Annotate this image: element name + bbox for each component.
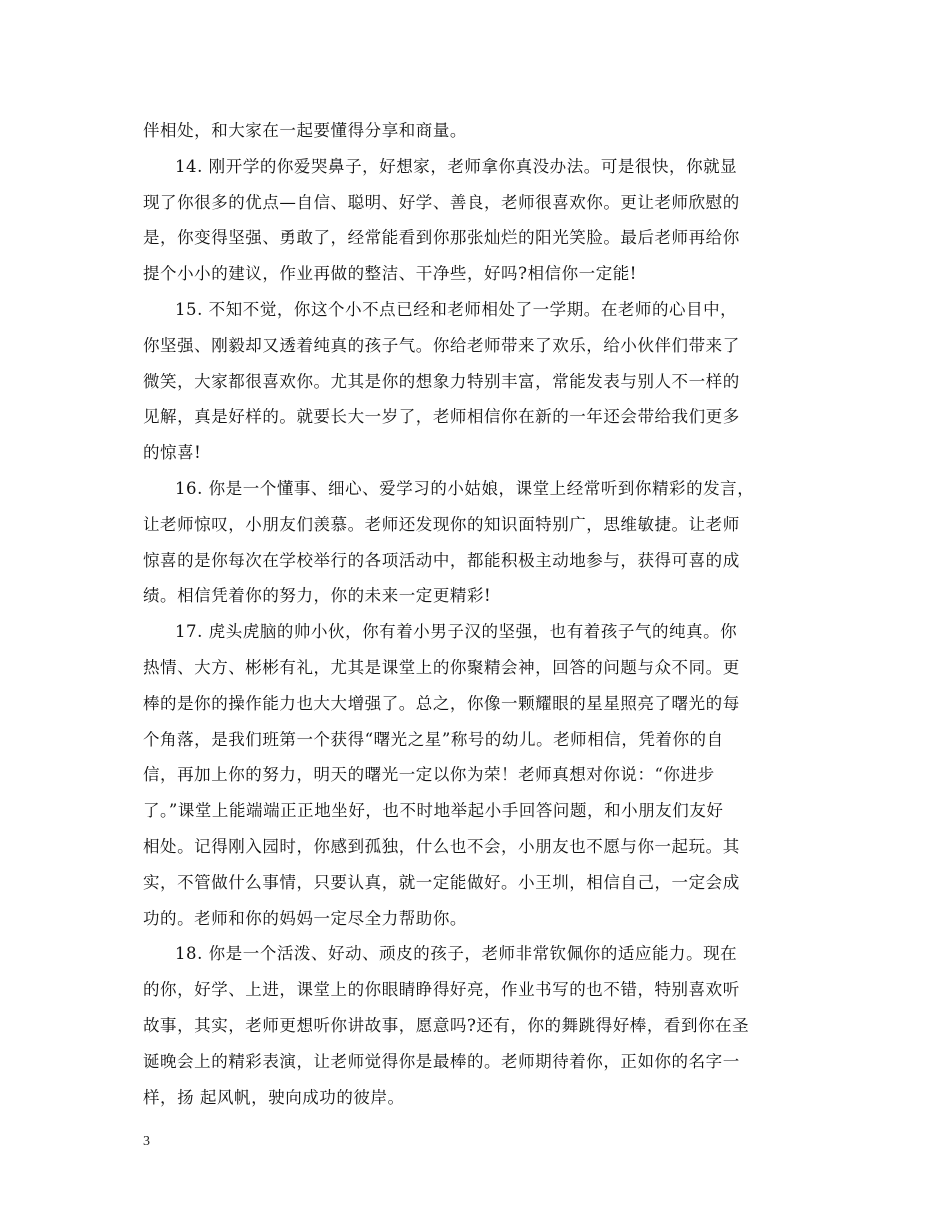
text-line: 绩。相信凭着你的努力，你的未来一定更精彩! xyxy=(143,586,492,606)
text-line: 热情、大方、彬彬有礼，尤其是课堂上的你聚精会神，回答的问题与众不同。更 xyxy=(143,657,740,677)
paragraph-17-line: 17. 虎头虎脑的帅小伙，你有着小男子汉的坚强，也有着孩子气的纯真。你 xyxy=(175,622,738,642)
text-line: 见解，真是好样的。就要长大一岁了，老师相信你在新的一年还会带给我们更多 xyxy=(143,407,740,427)
text-line: 让老师惊叹，小朋友们羡慕。老师还发现你的知识面特别广，思维敏捷。让老师 xyxy=(143,514,740,534)
text-line: 故事，其实，老师更想听你讲故事，愿意吗?还有，你的舞跳得好棒，看到你在圣 xyxy=(143,1015,750,1035)
paragraph-18-line: 18. 你是一个活泼、好动、顽皮的孩子，老师非常钦佩你的适应能力。现在 xyxy=(175,944,738,964)
text-line: 个角落，是我们班第一个获得“曙光之星”称号的幼儿。老师相信，凭着你的自 xyxy=(143,729,724,749)
text-line: 提个小小的建议，作业再做的整洁、干净些，好吗?相信你一定能! xyxy=(143,264,637,284)
text-line: 实，不管做什么事情，只要认真，就一定能做好。小王圳，相信自己，一定会成 xyxy=(143,872,740,892)
paragraph-16-line: 16. 你是一个懂事、细心、爱学习的小姑娘，课堂上经常听到你精彩的发言， xyxy=(175,478,755,498)
text-line: 相处。记得刚入园时，你感到孤独，什么也不会，小朋友也不愿与你一起玩。其 xyxy=(143,836,740,856)
text-line: 你坚强、刚毅却又透着纯真的孩子气。你给老师带来了欢乐，给小伙伴们带来了 xyxy=(143,335,740,355)
text-line: 棒的是你的操作能力也大大增强了。总之，你像一颗耀眼的星星照亮了曙光的每 xyxy=(143,693,740,713)
paragraph-15-line: 15. 不知不觉，你这个小不点已经和老师相处了一学期。在老师的心目中， xyxy=(175,299,738,319)
text-line: 是，你变得坚强、勇敢了，经常能看到你那张灿烂的阳光笑脸。最后老师再给你 xyxy=(143,228,740,248)
paragraph-14-line: 14. 刚开学的你爱哭鼻子，好想家，老师拿你真没办法。可是很快，你就显 xyxy=(175,156,738,176)
text-line: 惊喜的是你每次在学校举行的各项活动中，都能积极主动地参与，获得可喜的成 xyxy=(143,550,740,570)
text-line: 诞晚会上的精彩表演，让老师觉得你是最棒的。老师期待着你，正如你的名字一 xyxy=(143,1051,740,1071)
text-line: 微笑，大家都很喜欢你。尤其是你的想象力特别丰富，常能发表与别人不一样的 xyxy=(143,371,740,391)
text-line: 了。”课堂上能端端正正地坐好，也不时地举起小手回答问题，和小朋友们友好 xyxy=(143,801,724,821)
text-line: 样，扬 起风帆，驶向成功的彼岸。 xyxy=(143,1087,405,1107)
text-line: 的你，好学、上进，课堂上的你眼睛睁得好亮，作业书写的也不错，特别喜欢听 xyxy=(143,980,740,1000)
document-body xyxy=(143,113,823,1115)
page-number: 3 xyxy=(143,1134,150,1149)
text-line: 的惊喜! xyxy=(143,443,202,463)
text-line: 信，再加上你的努力，明天的曙光一定以你为荣！老师真想对你说：“你进步 xyxy=(143,765,715,785)
text-line: 伴相处，和大家在一起要懂得分享和商量。 xyxy=(143,121,467,140)
text-line: 功的。老师和你的妈妈一定尽全力帮助你。 xyxy=(143,908,467,928)
text-line: 现了你很多的优点—自信、聪明、好学、善良，老师很喜欢你。更让老师欣慰的 xyxy=(143,192,740,212)
